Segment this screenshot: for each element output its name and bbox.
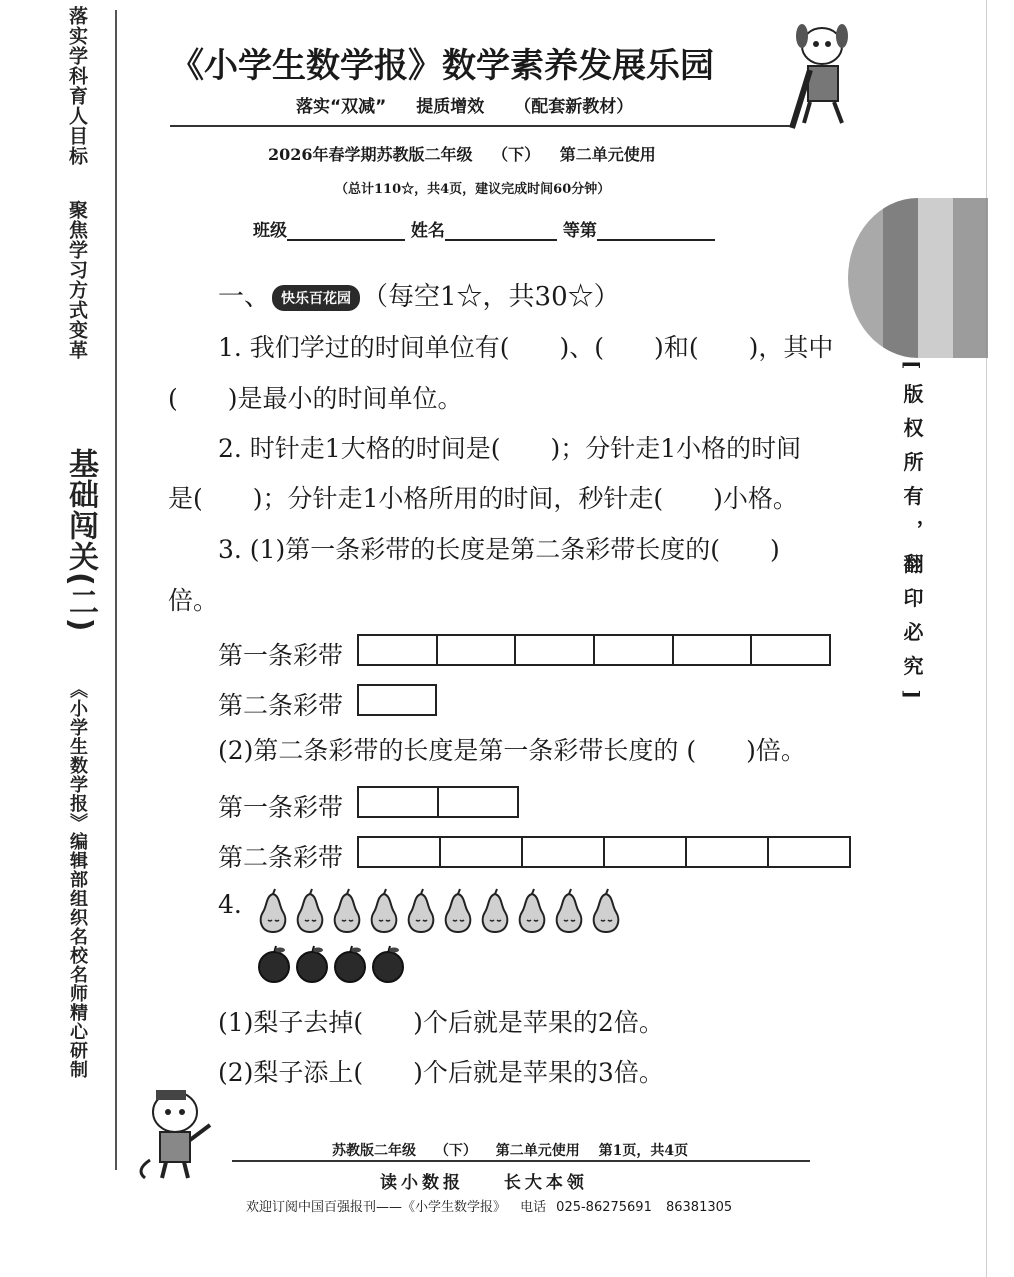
pear-icon (330, 888, 364, 934)
apple-icon (294, 944, 330, 984)
mascot-thinking-icon (130, 1080, 225, 1180)
q3-line2: 倍。 (168, 586, 219, 615)
tagline-double-reduction: 落实“双减” (296, 97, 387, 117)
margin-editor-note: 《小学生数学报》编辑部组织名校名师精心研制 (67, 680, 88, 1079)
name-field[interactable] (445, 221, 557, 241)
blurred-qr-code (848, 198, 988, 358)
ribbon-segment (359, 686, 435, 714)
footer-slogan (380, 1168, 618, 1193)
footer-volume: （下） (434, 1143, 477, 1159)
header-divider (170, 125, 790, 127)
ribbon-second-bar (357, 684, 437, 716)
footer-edition: 苏教版二年级 (332, 1143, 416, 1159)
footer-subscribe-text: 欢迎订阅中国百强报刊——《小学生数学报》 (246, 1200, 507, 1215)
footer-edition-line (332, 1140, 702, 1160)
pear-icon (441, 888, 475, 934)
q3-line1: 3. (1)第一条彩带的长度是第二条彩带长度的( ) (218, 535, 780, 564)
margin-divider (115, 10, 117, 1170)
tagline-quality: 提质增效 (416, 97, 485, 117)
q4-part2: (2)梨子添上( )个后就是苹果的3倍。 (218, 1058, 664, 1087)
ribbon-segment (674, 636, 753, 664)
footer-phone-2: 86381305 (665, 1200, 733, 1215)
tagline-new-textbook: （配套新教材） (514, 97, 634, 117)
margin-series-title: 基础闯关(二) (63, 448, 98, 633)
q1-line1: 1. 我们学过的时间单位有( )、( )和( )，其中 (218, 333, 834, 362)
ribbon-segment (752, 636, 829, 664)
term-volume: （下） (492, 145, 541, 164)
student-info-fields (253, 216, 715, 241)
ribbon-segment (687, 838, 769, 866)
footer-phone-1: 025-86275691 (556, 1200, 652, 1215)
page-title: 《小学生数学报》数学素养发展乐园 (170, 46, 714, 86)
q4-number: 4. (218, 890, 242, 919)
ribbon-label-second: 第二条彩带 (218, 843, 344, 872)
ribbon-segment (359, 838, 441, 866)
footer-phone-label: 电话 (520, 1200, 547, 1215)
q2-line1: 2. 时针走1大格的时间是( )；分针走1小格的时间 (218, 434, 802, 463)
mascot-pencil-icon (780, 18, 860, 133)
pear-icon (293, 888, 327, 934)
ribbon-segment (595, 636, 674, 664)
footer-slogan-2: 长大本领 (503, 1173, 588, 1193)
footer-unit: 第二单元使用 (495, 1143, 580, 1159)
footer-subscribe (246, 1196, 742, 1215)
tagline (296, 92, 657, 117)
section-heading (218, 276, 620, 313)
pear-row (256, 888, 636, 938)
copyright-notice: [版权所有，翻印必究] (900, 360, 924, 713)
q1-line2: ( )是最小的时间单位。 (168, 384, 463, 413)
name-label: 姓名 (410, 221, 445, 241)
margin-slogan-mid: 聚焦学习方式变革 (66, 200, 88, 360)
ribbon-label-first: 第一条彩带 (218, 641, 344, 670)
q4-part1: (1)梨子去掉( )个后就是苹果的2倍。 (218, 1008, 664, 1037)
q2-line2: 是( )；分针走1小格所用的时间，秒针走( )小格。 (168, 484, 798, 513)
ribbon-segment (439, 788, 517, 816)
pear-icon (589, 888, 623, 934)
pear-icon (404, 888, 438, 934)
class-label: 班级 (253, 221, 287, 241)
ribbon-segment (523, 838, 605, 866)
section-number: 一、 (218, 282, 271, 312)
footer-page: 第1页，共4页 (598, 1143, 689, 1159)
pear-icon (515, 888, 549, 934)
pear-icon (552, 888, 586, 934)
ribbon-segment (359, 636, 438, 664)
ribbon-segment (516, 636, 595, 664)
class-field[interactable] (287, 221, 405, 241)
ribbon-second-bar (357, 836, 851, 868)
ribbon-segment (605, 838, 687, 866)
pear-icon (367, 888, 401, 934)
ribbon-segment (769, 838, 849, 866)
ribbon-label-second: 第二条彩带 (218, 691, 344, 720)
page-edge (986, 0, 987, 1277)
section-scoring: （每空1☆，共30☆） (362, 282, 620, 312)
q3-part2: (2)第二条彩带的长度是第一条彩带长度的 ( )倍。 (218, 736, 806, 765)
term-unit: 第二单元使用 (559, 145, 656, 164)
apple-icon (332, 944, 368, 984)
grade-label: 等第 (562, 221, 597, 241)
section-badge: 快乐百花园 (272, 285, 360, 311)
ribbon-label-first: 第一条彩带 (218, 793, 344, 822)
ribbon-first-bar (357, 634, 831, 666)
apple-row (256, 944, 456, 988)
margin-slogan-top: 落实学科育人目标 (66, 6, 88, 166)
ribbon-first-bar (357, 786, 519, 818)
grade-field[interactable] (597, 221, 715, 241)
ribbon-segment (438, 636, 517, 664)
pear-icon (478, 888, 512, 934)
term-info (268, 142, 670, 165)
footer-slogan-1: 读小数报 (380, 1173, 464, 1193)
apple-icon (256, 944, 292, 984)
scoring-note: （总计110☆，共4页，建议完成时间60分钟） (335, 182, 611, 197)
footer-divider (232, 1160, 810, 1162)
term-semester: 2026年春学期苏教版二年级 (268, 145, 473, 164)
ribbon-segment (359, 788, 439, 816)
apple-icon (370, 944, 406, 984)
pear-icon (256, 888, 290, 934)
ribbon-segment (441, 838, 523, 866)
